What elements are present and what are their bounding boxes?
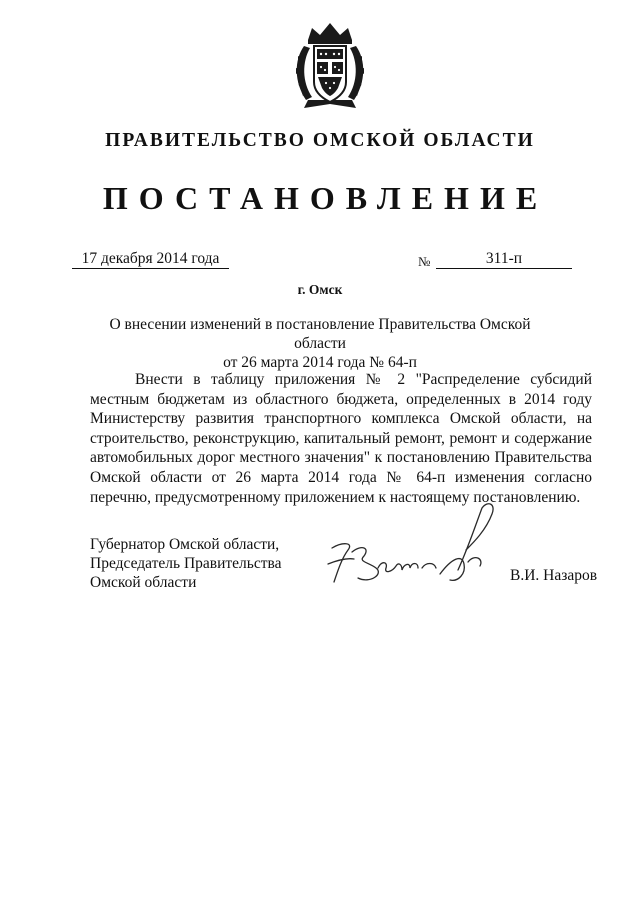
document-body: Внести в таблицу приложения № 2 "Распределение субсидий местным бюджетам из областного бюджета, определенных в 2014 году Министерству развития транспортного комплекса Омской области, на строительство, реконструкцию, капитальный ремонт, ремонт и содержание автомобильных дорог местного значения" к постановлению Правительства Омской области от 26 марта 2014 года № 64-п изменения согласно перечню, предусмотренному приложением к настоящему постановлению. (90, 371, 592, 506)
coat-of-arms-icon (290, 20, 370, 112)
subject-line-1: О внесении изменений в постановление Правительства Омской области (109, 316, 531, 352)
subject-line-2: от 26 марта 2014 года № 64-п (223, 354, 417, 371)
signer-position (90, 535, 282, 592)
document-number: 311-п (436, 250, 572, 269)
document-subject (90, 315, 550, 372)
handwritten-signature-icon (318, 498, 508, 598)
signer-position-line-2: Председатель Правительства (90, 555, 282, 572)
document-date: 17 декабря 2014 года (72, 250, 229, 269)
organization-title: ПРАВИТЕЛЬСТВО ОМСКОЙ ОБЛАСТИ (105, 130, 535, 151)
number-sign: № (418, 254, 431, 269)
signer-position-line-1: Губернатор Омской области, (90, 536, 280, 553)
signer-name: В.И. Назаров (510, 567, 598, 584)
document-city: г. Омск (297, 282, 343, 297)
document-type-title: ПОСТАНОВЛЕНИЕ (102, 180, 549, 216)
signer-position-line-3: Омской области (90, 574, 197, 591)
